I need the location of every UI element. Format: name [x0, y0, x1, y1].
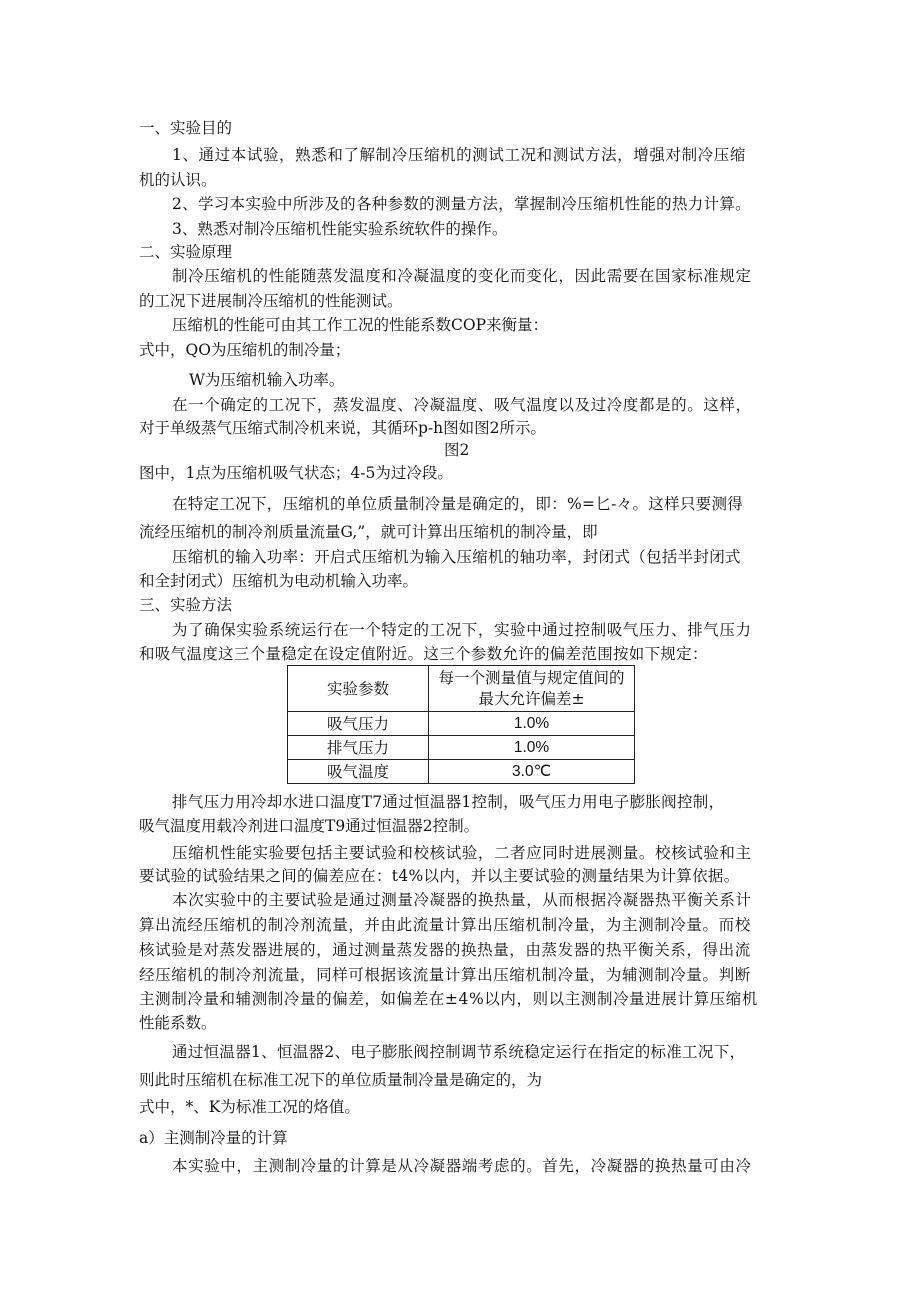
section-heading-principle: 二、实验原理 — [139, 243, 233, 261]
table-cell-param: 排气压力 — [288, 736, 429, 760]
table-header-deviation — [429, 666, 635, 712]
paragraph-line: 式中，QO为压缩机的制冷量； — [139, 341, 351, 359]
paragraph-line: 和吸气温度这三个量稳定在设定值附近。这三个参数允许的偏差范围按如下规定： — [139, 645, 708, 663]
paragraph-line: 机的认识。 — [139, 171, 217, 189]
section-heading-purpose: 一、实验目的 — [139, 119, 233, 137]
paragraph-line: 性能系数。 — [139, 1014, 217, 1032]
paragraph-line: 式中，*、K为标准工况的烙值。 — [139, 1098, 360, 1116]
table-cell-value: 3.0℃ — [429, 760, 635, 784]
paragraph-line: 主测制冷量和辅测制冷量的偏差，如偏差在±4%以内，则以主测制冷量进展计算压缩机 — [139, 990, 758, 1008]
paragraph-line: 吸气温度用载冷剂进口温度T9通过恒温器2控制。 — [139, 817, 480, 835]
section-heading-method: 三、实验方法 — [139, 596, 233, 614]
paragraph-line: 压缩机的性能可由其工作工况的性能系数COP来衡量： — [172, 316, 548, 334]
paragraph-line: 和全封闭式）压缩机为电动机输入功率。 — [139, 572, 419, 590]
paragraph-line: 2、学习本实验中所涉及的各种参数的测量方法，掌握制冷压缩机性能的热力计算。 — [172, 195, 751, 213]
paragraph-line: 3、熟悉对制冷压缩机性能实验系统软件的操作。 — [172, 220, 508, 238]
table-header-param: 实验参数 — [288, 666, 429, 712]
paragraph-line: 算出流经压缩机的制冷剂流量，并由此流量计算出压缩机制冷量，为主测制冷量。而校 — [139, 916, 751, 934]
paragraph-line: 1、通过本试验，熟悉和了解制冷压缩机的测试工况和测试方法，增强对制冷压缩 — [172, 146, 746, 164]
paragraph-line: 本次实验中的主要试验是通过测量冷凝器的换热量，从而根据冷凝器热平衡关系计 — [172, 891, 752, 909]
table-header-deviation-line2: 最大允许偏差± — [478, 689, 585, 708]
paragraph-line: 要试验的试验结果之间的偏差应在：t4%以内，并以主要试验的测量结果为计算依据。 — [139, 867, 740, 885]
paragraph-line: 为了确保实验系统运行在一个特定的工况下，实验中通过控制吸气压力、排气压力 — [172, 621, 752, 639]
paragraph-line: W为压缩机输入功率。 — [189, 371, 345, 389]
paragraph-line: 制冷压缩机的性能随蒸发温度和冷凝温度的变化而变化，因此需要在国家标准规定 — [172, 267, 752, 285]
subsection-heading: a）主测制冷量的计算 — [139, 1129, 288, 1147]
table-cell-value: 1.0% — [429, 736, 635, 760]
paragraph-line: 在一个确定的工况下，蒸发温度、冷凝温度、吸气温度以及过冷度都是的。这样， — [172, 396, 752, 414]
paragraph-line: 则此时压缩机在标准工况下的单位质量制冷量是确定的，为 — [139, 1071, 543, 1089]
table-cell-param: 吸气压力 — [288, 712, 429, 736]
table-cell-value: 1.0% — [429, 712, 635, 736]
deviation-table — [287, 665, 635, 784]
paragraph-line: 经压缩机的制冷剂流量，同样可根据该流量计算出压缩机制冷量，为辅测制冷量。判断 — [139, 966, 751, 984]
paragraph-line: 压缩机性能实验要包括主要试验和校核试验，二者应同时进展测量。校核试验和主 — [172, 844, 752, 862]
table-cell-param: 吸气温度 — [288, 760, 429, 784]
table-row — [288, 712, 635, 736]
table-header-deviation-line1: 每一个测量值与规定值间的 — [438, 668, 625, 687]
paragraph-line: 的工况下进展制冷压缩机的性能测试。 — [139, 292, 403, 310]
paragraph-line: 压缩机的输入功率：开启式压缩机为输入压缩机的轴功率，封闭式（包括半封闭式 — [172, 548, 741, 566]
table-row — [288, 760, 635, 784]
paragraph-line: 对于单级蒸气压缩式制冷机来说，其循环p-h图如图2所示。 — [139, 419, 547, 437]
paragraph-line: 在特定工况下，压缩机的单位质量制冷量是确定的，即：%=匕-々。这样只要测得 — [172, 495, 744, 513]
paragraph-line: 流经压缩机的制冷剂质量流量G,”，就可计算出压缩机的制冷量，即 — [139, 523, 598, 541]
paragraph-line: 排气压力用冷却水进口温度T7通过恒温器1控制，吸气压力用电子膨胀阀控制， — [172, 793, 725, 811]
paragraph-line: 通过恒温器1、恒温器2、电子膨胀阀控制调节系统稳定运行在指定的标准工况下， — [172, 1043, 746, 1061]
table-row — [288, 736, 635, 760]
paragraph-line: 核试验是对蒸发器进展的，通过测量蒸发器的换热量，由蒸发器的热平衡关系，得出流 — [139, 941, 751, 959]
paragraph-line: 本实验中，主测制冷量的计算是从冷凝器端考虑的。首先，冷凝器的换热量可由冷 — [172, 1157, 752, 1175]
paragraph-line: 图中，1点为压缩机吸气状态；4-5为过冷段。 — [139, 464, 453, 482]
figure-caption: 图2 — [444, 441, 470, 459]
